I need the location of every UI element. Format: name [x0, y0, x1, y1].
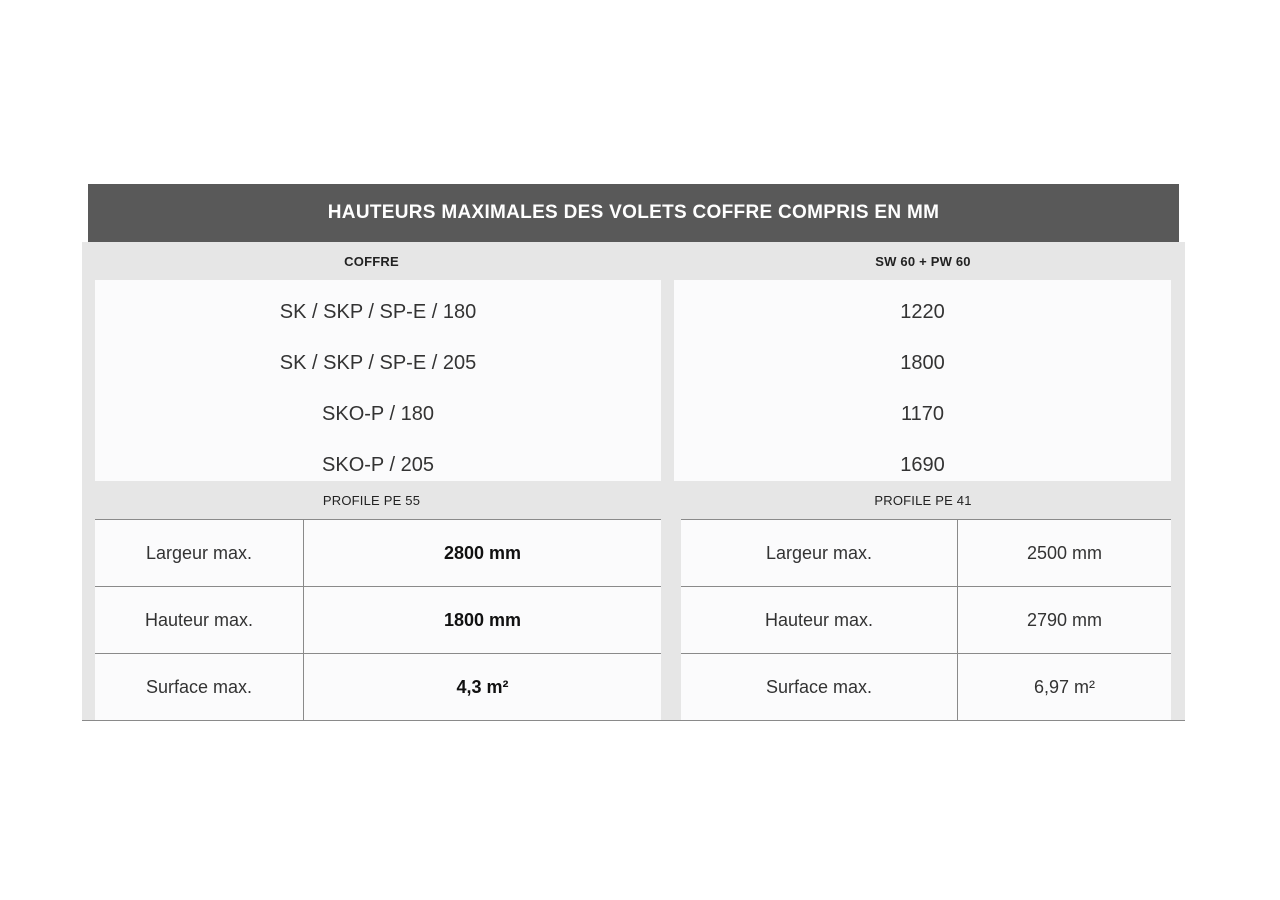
pe41-column — [661, 481, 1185, 720]
coffre-header: COFFRE — [344, 253, 399, 269]
spec-value: 1800 mm — [304, 587, 662, 654]
spec-value: 2500 mm — [958, 520, 1172, 587]
spec-value: 6,97 m² — [958, 654, 1172, 721]
table-row — [681, 587, 1171, 654]
sw-pw-value: 1690 — [900, 454, 945, 476]
table-row — [95, 654, 661, 721]
table-title: HAUTEURS MAXIMALES DES VOLETS COFFRE COMPRIS EN MM — [88, 184, 1179, 242]
coffre-item: SK / SKP / SP-E / 205 — [279, 352, 477, 374]
sw-pw-value: 1800 — [900, 352, 945, 374]
profile-section — [82, 481, 1185, 720]
sw-pw-value: 1170 — [900, 403, 944, 425]
spec-value: 4,3 m² — [304, 654, 662, 721]
sw-pw-column — [661, 242, 1185, 481]
spec-label: Surface max. — [681, 654, 958, 721]
spec-label: Largeur max. — [681, 520, 958, 587]
table-row — [681, 520, 1171, 587]
table-row — [681, 654, 1171, 721]
sw-pw-header: SW 60 + PW 60 — [875, 253, 971, 269]
sw-pw-value: 1220 — [900, 301, 945, 323]
table-row — [95, 587, 661, 654]
spec-label: Surface max. — [95, 654, 304, 721]
spec-value: 2800 mm — [304, 520, 662, 587]
coffre-item: SK / SKP / SP-E / 180 — [279, 301, 477, 323]
spec-label: Hauteur max. — [681, 587, 958, 654]
table-row — [95, 520, 661, 587]
sw-pw-list — [674, 280, 1171, 481]
coffre-column — [82, 242, 661, 481]
coffre-item: SKO-P / 205 — [322, 454, 434, 476]
coffre-section — [82, 242, 1185, 481]
spec-label: Largeur max. — [95, 520, 304, 587]
max-heights-table — [82, 184, 1185, 721]
pe41-header: PROFILE PE 41 — [874, 492, 972, 508]
pe41-table — [681, 519, 1171, 720]
table-bottom-border — [82, 720, 1185, 721]
spec-label: Hauteur max. — [95, 587, 304, 654]
coffre-item: SKO-P / 180 — [322, 403, 434, 425]
pe55-table — [95, 519, 661, 720]
pe55-column — [82, 481, 661, 720]
pe55-header: PROFILE PE 55 — [322, 492, 421, 508]
coffre-list — [95, 280, 661, 481]
spec-value: 2790 mm — [958, 587, 1172, 654]
